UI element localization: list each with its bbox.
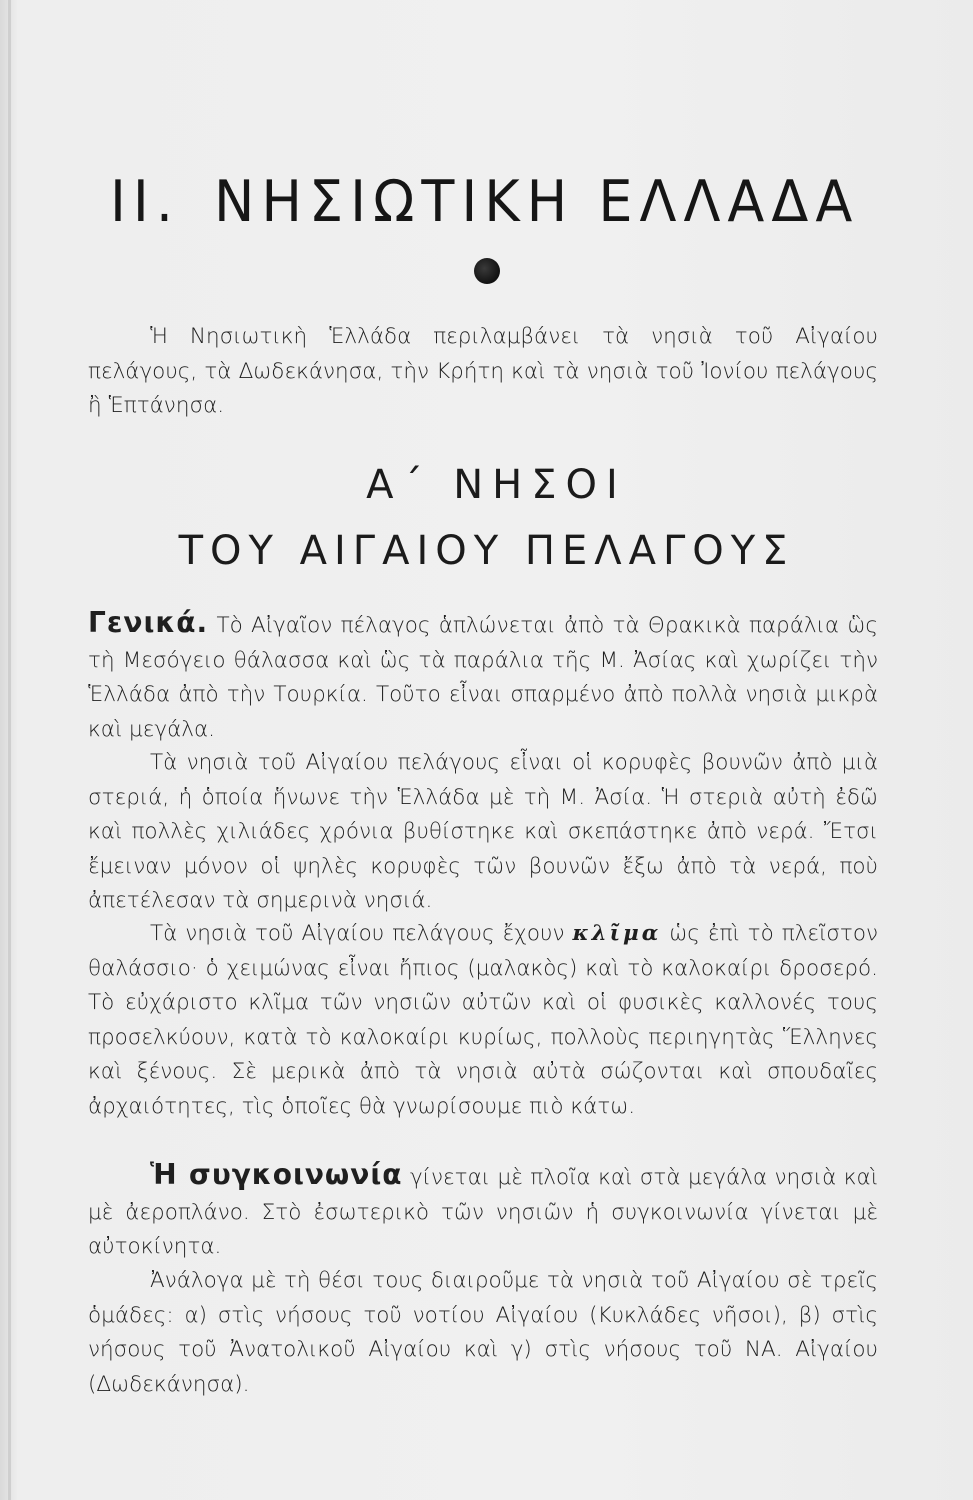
section-subheading: ΤΟΥ ΑΙΓΑΙΟΥ ΠΕΛΑΓΟΥΣ: [178, 528, 795, 574]
page-edge: [8, 0, 11, 1500]
chapter-number: II.: [110, 168, 181, 235]
ornament-dot-icon: [474, 258, 500, 284]
transport-text: γίνεται μὲ πλοῖα καὶ στὰ μεγάλα νησιὰ καὶ μὲ ἀεροπλάνο. Στὸ ἐσωτερικὸ τῶν νησιῶν ἡ συγκοινωνία γίνεται μὲ αὐτοκίνητα.: [88, 1165, 878, 1259]
chapter-title: [110, 168, 870, 234]
climate-before: Τὰ νησιὰ τοῦ Αἰγαίου πελάγους ἔχουν: [150, 921, 573, 946]
general-paragraph: [88, 606, 878, 747]
intro-paragraph: Ἡ Νησιωτικὴ Ἑλλάδα περιλαμβάνει τὰ νησιὰ τοῦ Αἰγαίου πελάγους, τὰ Δωδεκάνησα, τὴν Κρήτη καὶ τὰ νησιὰ τοῦ Ἰονίου πελάγους ἢ Ἑπτάνησα.: [88, 324, 878, 418]
transport-paragraph: [88, 1158, 878, 1265]
climate-after: ὡς ἐπὶ τὸ πλεῖστον θαλάσσιο· ὁ χειμώνας εἶναι ἤπιος (μαλακὸς) καὶ τὸ καλοκαίρι δροσερό. Τὸ εὐχάριστο κλῖμα τῶν νησιῶν αὐτῶν καὶ οἱ φυσικὲς καλλονές τους προσελκύουν, κατὰ τὸ καλοκαίρι κυρίως, πολλοὺς περιηγητὰς Ἕλληνες καὶ ξένους. Σὲ μερικὰ ἀπὸ τὰ νησιὰ αὐτὰ σώζονται καὶ σπουδαῖες ἀρχαιότητες, τὶς ὁποῖες θὰ γνωρίσουμε πιὸ κάτω.: [88, 921, 878, 1119]
transport-lead: Ἡ συγκοινωνία: [150, 1158, 403, 1191]
climate-paragraph: [88, 917, 878, 1124]
general-text: Τὸ Αἰγαῖον πέλαγος ἁπλώνεται ἀπὸ τὰ Θρακικὰ παράλια ὣς τὴ Μεσόγειο θάλασσα καὶ ὣς τὰ παράλια τῆς Μ. Ἀσίας καὶ χωρίζει τὴν Ἑλλάδα ἀπὸ τὴν Τουρκία. Τοῦτο εἶναι σπαρμένο ἀπὸ πολλὰ νησιὰ μικρὰ καὶ μεγάλα.: [88, 613, 878, 742]
climate-term: κλῖμα: [572, 921, 662, 946]
groups-paragraph: Ἀνάλογα μὲ τὴ θέσι τους διαιροῦμε τὰ νησιὰ τοῦ Αἰγαίου σὲ τρεῖς ὁμάδες: α) στὶς νήσους τοῦ νοτίου Αἰγαίου (Κυκλάδες νῆσοι), β) στὶς νήσους τοῦ Ἀνατολικοῦ Αἰγαίου καὶ γ) στὶς νήσους τοῦ ΝΑ. Αἰγαίου (Δωδεκάνησα).: [88, 1268, 878, 1397]
peaks-paragraph: Τὰ νησιὰ τοῦ Αἰγαίου πελάγους εἶναι οἱ κορυφὲς βουνῶν ἀπὸ μιὰ στεριά, ἡ ὁποία ἥνωνε τὴν Ἑλλάδα μὲ τὴ Μ. Ἀσία. Ἡ στεριὰ αὐτὴ ἐδῶ καὶ πολλὲς χιλιάδες χρόνια βυθίστηκε καὶ σκεπάστηκε ἀπὸ νερά. Ἔτσι ἔμειναν μόνον οἱ ψηλὲς κορυφὲς τῶν βουνῶν ἔξω ἀπὸ τὰ νερά, ποὺ ἀπετέλεσαν τὰ σημερινὰ νησιά.: [88, 750, 878, 913]
general-lead: Γενικά.: [88, 606, 209, 639]
section-heading: Α΄ ΝΗΣΟΙ: [366, 462, 627, 508]
chapter-title-text: ΝΗΣΙΩΤΙΚΗ ΕΛΛΑΔΑ: [214, 168, 860, 235]
